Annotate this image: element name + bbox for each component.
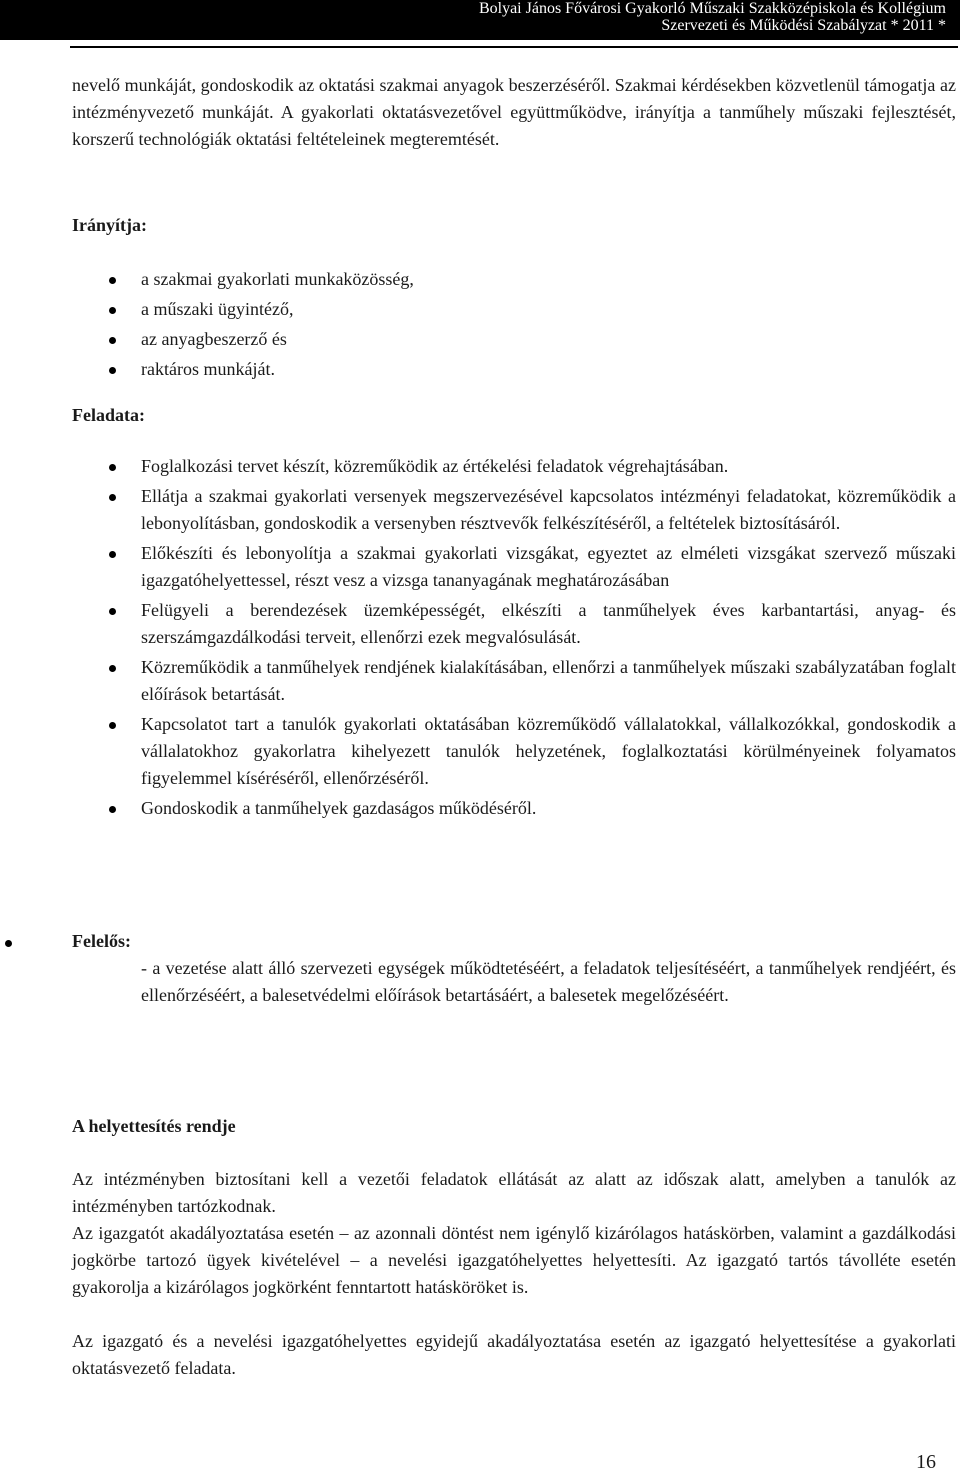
bullet-icon <box>109 307 116 314</box>
header-document-title: Szervezeti és Működési Szabályzat * 2011 * <box>661 17 946 34</box>
bullet-icon <box>109 722 116 729</box>
feladata-label: Feladata: <box>72 405 145 425</box>
bullet-icon <box>109 608 116 615</box>
bullet-icon <box>109 665 116 672</box>
intro-paragraph: nevelő munkáját, gondoskodik az oktatási szakmai anyagok beszerzéséről. Szakmai kérdésekben közvetlenül támogatja az intézményvezető munkáját. A gyakorlati oktatásvezetővel együttműködve, irányítja a tanműhely műszaki fejlesztését, korszerű technológiák oktatási feltételeinek megteremtését. <box>72 75 956 149</box>
list-item: Ellátja a szakmai gyakorlati versenyek megszervezésével kapcsolatos intézményi feladatokat, közreműködik a lebonyolításban, gondoskodik a versenyben résztvevők felkészítéséről, a feltételek biztosításáról. <box>141 483 956 537</box>
list-item: a műszaki ügyintéző, <box>141 296 956 326</box>
felelos-bullet-icon <box>5 940 12 947</box>
bullet-icon <box>109 277 116 284</box>
list-item: Gondoskodik a tanműhelyek gazdaságos működéséről. <box>141 795 956 822</box>
bullet-icon <box>109 337 116 344</box>
header-rule <box>70 46 958 48</box>
helyettesites-paragraph-2: Az igazgatót akadályoztatása esetén – az azonnali döntést nem igénylő kizárólagos hatáskörben, valamint a gazdálkodási jogkörbe tartozó ügyek kivételével – a nevelési igazgatóhelyettes helyettesíti. Az igazgató tartós távolléte esetén gyakorolja a kizárólagos jogkörként fenntartott hatásköröket is. <box>72 1223 956 1297</box>
iranyitja-list <box>141 266 956 386</box>
header-school-name: Bolyai János Fővárosi Gyakorló Műszaki Szakközépiskola és Kollégium <box>478 0 946 17</box>
list-item: Felügyeli a berendezések üzemképességét, elkészíti a tanműhelyek éves karbantartási, anyag- és szerszámgazdálkodási terveit, ellenőrzi ezek megvalósulását. <box>141 597 956 651</box>
bullet-icon <box>109 464 116 471</box>
helyettesites-paragraph-3: Az igazgató és a nevelési igazgatóhelyettes egyidejű akadályoztatása esetén az igazgató helyettesítése a gyakorlati oktatásvezető feladata. <box>72 1331 956 1378</box>
feladata-list <box>141 453 956 822</box>
page-header <box>0 0 960 40</box>
list-item: a szakmai gyakorlati munkaközösség, <box>141 266 956 296</box>
list-item: Előkészíti és lebonyolítja a szakmai gyakorlati vizsgákat, egyeztet az elméleti vizsgákat szervező műszaki igazgatóhelyettessel, részt vesz a vizsga tananyagának meghatározásában <box>141 540 956 594</box>
helyettesites-title: A helyettesítés rendje <box>72 1116 236 1136</box>
bullet-icon <box>109 494 116 501</box>
felelos-text: - a vezetése alatt álló szervezeti egységek működtetéséért, a feladatok teljesítéséért, a tanműhelyek rendjéért, és ellenőrzéséért, a balesetvédelmi előírások betartásáért, a balesetek megelőzéséért. <box>141 958 956 1005</box>
bullet-icon <box>109 551 116 558</box>
bullet-icon <box>109 367 116 374</box>
list-item: Foglalkozási tervet készít, közreműködik az értékelési feladatok végrehajtásában. <box>141 453 956 480</box>
iranyitja-label: Irányítja: <box>72 215 147 235</box>
felelos-label: Felelős: <box>72 931 131 951</box>
list-item: az anyagbeszerző és <box>141 326 956 356</box>
list-item: raktáros munkáját. <box>141 356 956 386</box>
helyettesites-paragraph-1: Az intézményben biztosítani kell a vezetői feladatok ellátását az alatt az időszak alatt, amelyben a tanulók az intézményben tartózkodnak. <box>72 1169 956 1216</box>
bullet-icon <box>109 806 116 813</box>
list-item: Közreműködik a tanműhelyek rendjének kialakításában, ellenőrzi a tanműhelyek műszaki szabályzatában foglalt előírások betartását. <box>141 654 956 708</box>
list-item: Kapcsolatot tart a tanulók gyakorlati oktatásában közreműködő vállalatokkal, vállalkozókkal, gondoskodik a vállalatokhoz gyakorlatra kihelyezett tanulók helyzetének, foglalkoztatási körülményeinek folyamatos figyelemmel kíséréséről, ellenőrzéséről. <box>141 711 956 792</box>
page-number: 16 <box>916 1451 936 1473</box>
